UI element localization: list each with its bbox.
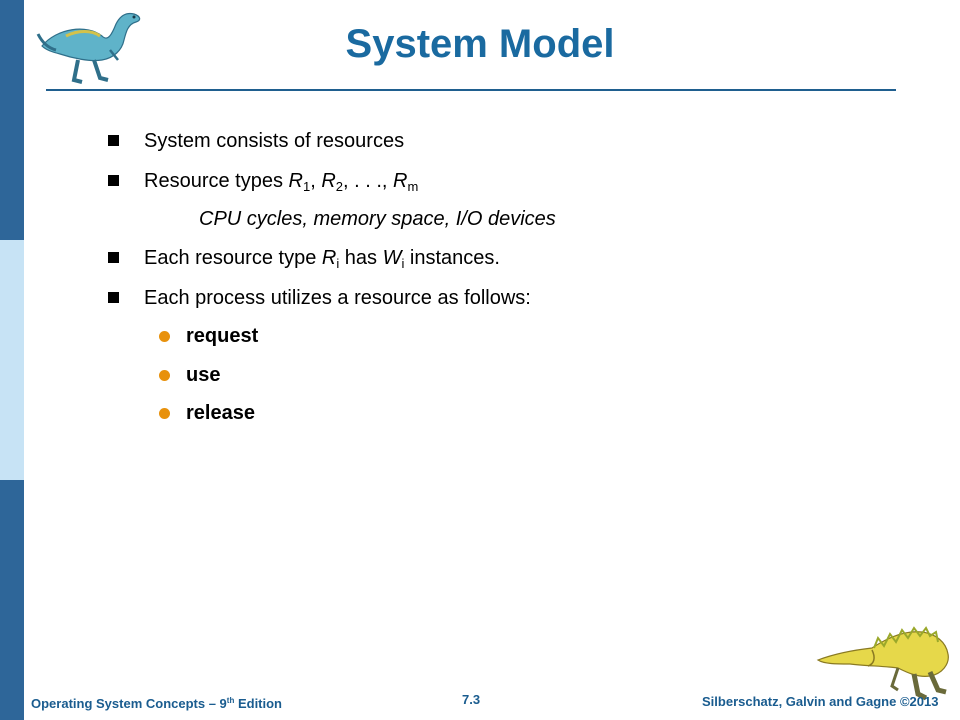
subscript: m	[407, 179, 419, 194]
sub-bullet-text: request	[186, 325, 259, 347]
page-number: 7.3	[462, 692, 481, 707]
resource-examples: CPU cycles, memory space, I/O devices	[199, 208, 556, 230]
resource-symbol: R	[321, 247, 337, 269]
square-bullet-icon	[108, 175, 119, 186]
subscript: 1	[302, 179, 311, 194]
bullet-text-prefix: Resource types	[144, 170, 289, 192]
resource-symbol: R	[393, 170, 408, 192]
subscript: i	[401, 256, 405, 271]
dinosaur-icon	[814, 620, 952, 702]
separator: , . . .,	[343, 170, 394, 192]
subscript: 2	[335, 179, 344, 194]
square-bullet-icon	[108, 292, 119, 303]
sub-bullet-text: use	[186, 364, 221, 386]
slide-title: System Model	[345, 22, 615, 66]
round-bullet-icon	[159, 408, 170, 419]
bullet-text: Each process utilizes a resource as follows:	[144, 287, 531, 309]
footer-book-title-suffix: Edition	[234, 696, 283, 711]
bullet-text-middle: has	[339, 247, 383, 269]
sub-bullet-text: release	[186, 402, 255, 424]
bullet-text: System consists of resources	[144, 130, 405, 152]
bullet-text-prefix: Each resource type	[144, 247, 322, 269]
footer-authors: Silberschatz, Galvin and Gagne ©2013	[702, 694, 939, 709]
round-bullet-icon	[159, 370, 170, 381]
footer-superscript: th	[226, 696, 235, 705]
round-bullet-icon	[159, 331, 170, 342]
sidebar-band-middle	[0, 240, 24, 480]
sidebar-band-bottom	[0, 480, 24, 720]
separator: ,	[310, 170, 322, 192]
bullet-text-suffix: instances.	[404, 247, 500, 269]
footer-book-title	[31, 696, 282, 711]
footer-book-title-text: Operating System Concepts – 9	[31, 696, 227, 711]
resource-symbol: R	[321, 170, 336, 192]
resource-symbol: R	[288, 170, 303, 192]
square-bullet-icon	[108, 135, 119, 146]
bullet-text	[144, 168, 418, 194]
subscript: i	[336, 256, 340, 271]
square-bullet-icon	[108, 252, 119, 263]
instance-symbol: W	[382, 247, 402, 269]
bullet-text	[144, 245, 500, 271]
title-divider	[46, 89, 896, 91]
